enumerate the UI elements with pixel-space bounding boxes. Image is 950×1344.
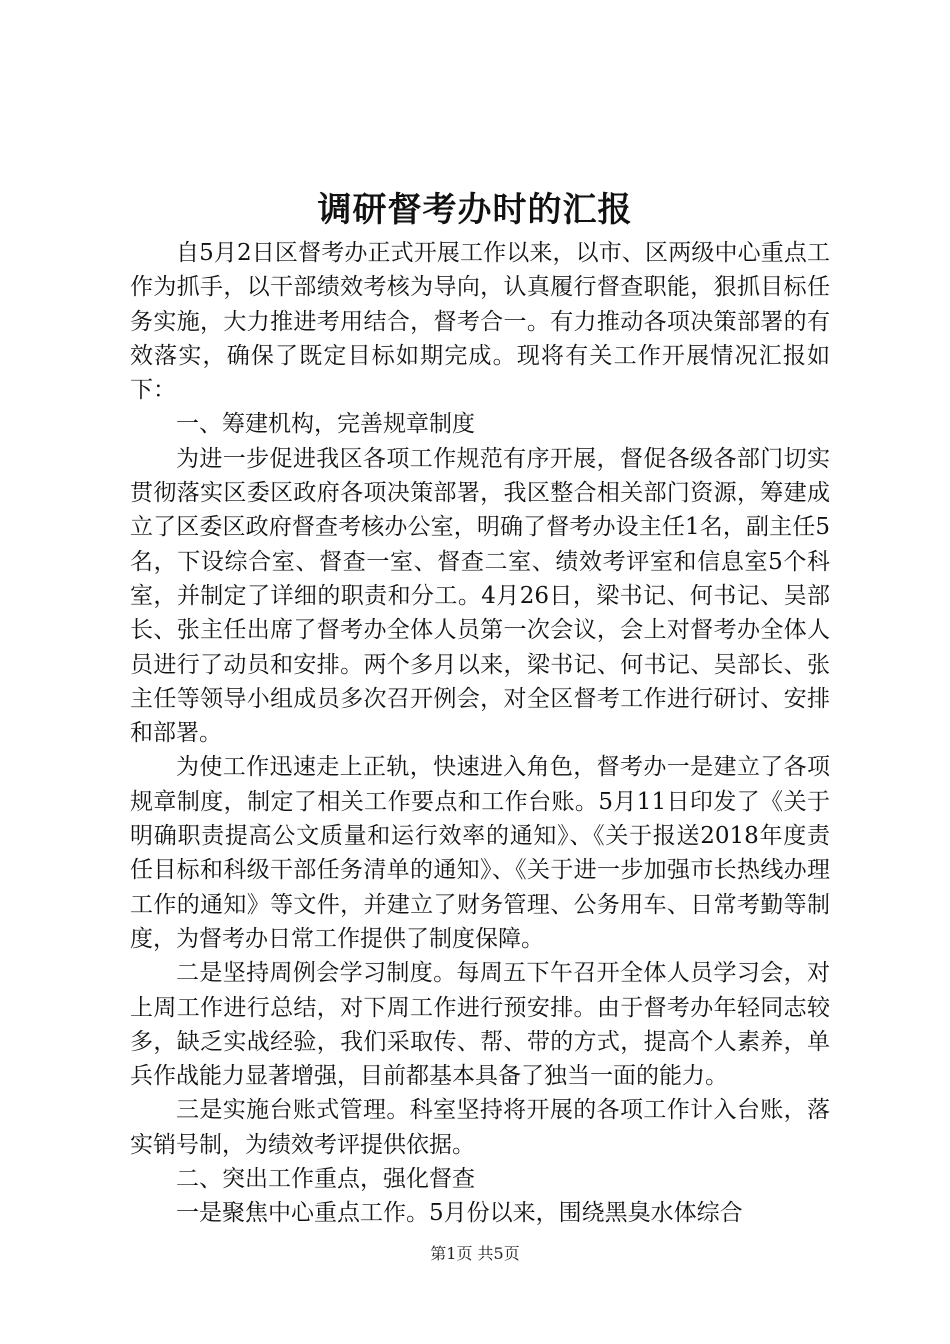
document-title: 调研督考办时的汇报 <box>317 190 633 230</box>
paragraph-regulations: 为使工作迅速走上正轨，快速进入角色，督考办一是建立了各项规章制度，制定了相关工作要点和工作台账。5月11日印发了《关于明确职责提高公文质量和运行效率的通知》、《关于报送2018年度责任目标和科级干部任务清单的通知》、《关于进一步加强市长热线办理工作的通知》等文件，并建立了财务管理、公务用车、日常考勤等制度，为督考办日常工作提供了制度保障。 <box>130 754 830 952</box>
section-heading-1: 一、筹建机构，完善规章制度 <box>176 411 475 438</box>
paragraph-focus: 一是聚焦中心重点工作。5月份以来，围绕黑臭水体综合 <box>176 1200 743 1227</box>
paragraph-weekly-meeting: 二是坚持周例会学习制度。每周五下午召开全体人员学习会，对上周工作进行总结，对下周工作进行预安排。由于督考办年轻同志较多，缺乏实战经验，我们采取传、帮、带的方式，提高个人素养，单兵作战能力显著增强，目前都基本具备了独当一面的能力。 <box>130 960 830 1090</box>
section-heading-2: 二、突出工作重点，强化督查 <box>176 1166 475 1193</box>
paragraph-intro: 自5月2日区督考办正式开展工作以来，以市、区两级中心重点工作为抓手，以干部绩效考核为导向，认真履行督查职能，狠抓目标任务实施，大力推进考用结合，督考合一。有力推动各项决策部署的有效落实，确保了既定目标如期完成。现将有关工作开展情况汇报如下： <box>130 240 830 404</box>
document-body <box>130 236 830 1231</box>
paragraph-ledger: 三是实施台账式管理。科室坚持将开展的各项工作计入台账，落实销号制，为绩效考评提供依据。 <box>130 1097 830 1158</box>
page-footer: 第1页 共5页 <box>430 1244 520 1263</box>
paragraph-organization: 为进一步促进我区各项工作规范有序开展，督促各级各部门切实贯彻落实区委区政府各项决策部署，我区整合相关部门资源，筹建成立了区委区政府督查考核办公室，明确了督考办设主任1名，副主任5名，下设综合室、督查一室、督查二室、绩效考评室和信息室5个科室，并制定了详细的职责和分工。4月26日，梁书记、何书记、吴部长、张主任出席了督考办全体人员第一次会议，会上对督考办全体人员进行了动员和安排。两个多月以来，梁书记、何书记、吴部长、张主任等领导小组成员多次召开例会，对全区督考工作进行研讨、安排和部署。 <box>130 445 830 747</box>
